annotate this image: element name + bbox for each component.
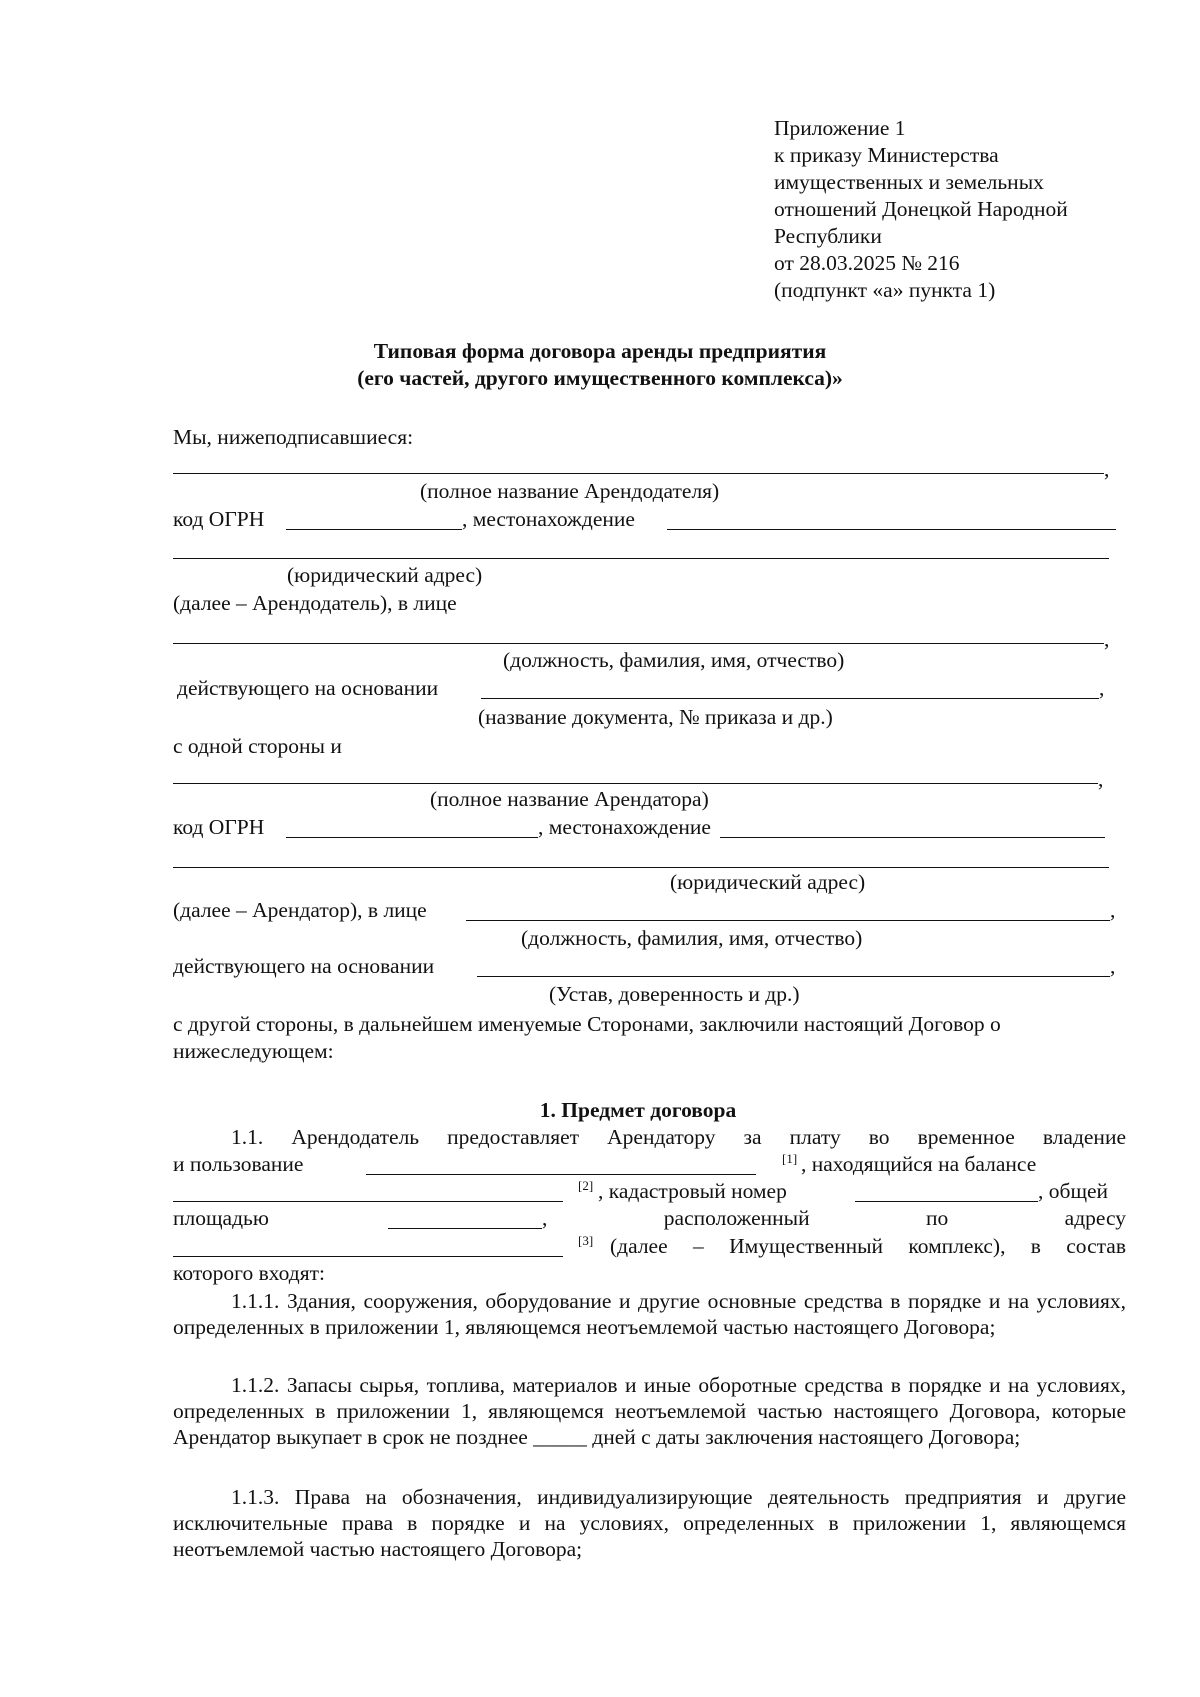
lessee-basis-field bbox=[477, 976, 1110, 977]
other-side-line-1: с другой стороны, в дальнейшем именуемые Сторонами, заключили настоящий Договор о bbox=[173, 1012, 1001, 1036]
comma: , bbox=[1110, 954, 1116, 978]
lessor-basis-field bbox=[481, 698, 1099, 699]
annex-line-3: имущественных и земельных bbox=[774, 170, 1044, 194]
lessor-in-person: (далее – Арендодатель), в лице bbox=[173, 591, 457, 615]
p11-area: площадью bbox=[173, 1206, 269, 1230]
p11-area-total: , общей bbox=[1038, 1179, 1109, 1203]
lessee-in-person: (далее – Арендатор), в лице bbox=[173, 898, 427, 922]
comma: , bbox=[1099, 676, 1105, 700]
lessee-representative-field bbox=[466, 920, 1110, 921]
lessee-ogrn-field bbox=[286, 837, 538, 838]
lessee-acting-basis: действующего на основании bbox=[173, 954, 435, 978]
balance-holder-field bbox=[173, 1201, 563, 1202]
p11-and-use: и пользование bbox=[173, 1152, 304, 1176]
comma: , bbox=[1104, 627, 1110, 651]
comma: , bbox=[1110, 898, 1116, 922]
area-field bbox=[388, 1228, 542, 1229]
address-field bbox=[173, 1256, 563, 1257]
lessor-ogrn-field bbox=[286, 529, 462, 530]
lessor-address-field bbox=[173, 558, 1109, 559]
lessee-ogrn-label: код ОГРН bbox=[173, 815, 265, 839]
p11-cadastral: , кадастровый номер bbox=[598, 1179, 787, 1203]
hint-legal-address: (юридический адрес) bbox=[670, 870, 866, 894]
footnote-2[interactable]: [2] bbox=[578, 1178, 594, 1193]
property-name-field bbox=[366, 1174, 756, 1175]
hint-lessee-name: (полное название Арендатора) bbox=[430, 787, 709, 811]
p11-line-1: 1.1. Арендодатель предоставляет Арендатору за плату во временное владение bbox=[231, 1125, 1126, 1149]
preamble-intro: Мы, нижеподписавшиеся: bbox=[173, 425, 414, 449]
lessee-name-field bbox=[173, 783, 1098, 784]
hint-charter: (Устав, доверенность и др.) bbox=[549, 982, 800, 1006]
annex-line-7: (подпункт «а» пункта 1) bbox=[774, 278, 996, 302]
annex-line-5: Республики bbox=[774, 224, 882, 248]
lessor-representative-field bbox=[173, 643, 1104, 644]
hint-legal-address: (юридический адрес) bbox=[287, 563, 483, 587]
annex-line-1: Приложение 1 bbox=[774, 116, 906, 140]
p113: 1.1.3. Права на обозначения, индивидуализирующие деятельность предприятия и другие исключительные права в порядке и на условиях, определенных в приложении 1, являющемся неотъемлемой частью настоящего Договора; bbox=[173, 1485, 1126, 1561]
p112: 1.1.2. Запасы сырья, топлива, материалов и иные оборотные средства в порядке и на условиях, определенных в приложении 1, являющемся неотъемлемой частью настоящего Договора, которые Арендатор выкупает в срок не позднее _____ дней с даты заключения настоящего Договора; bbox=[173, 1373, 1126, 1449]
footnote-3[interactable]: [3] bbox=[578, 1233, 594, 1248]
lessor-location-label: , местонахождение bbox=[462, 507, 635, 531]
p11-complex: (далее – Имущественный комплекс), в состав bbox=[610, 1234, 1126, 1258]
section-1-heading: 1. Предмет договора bbox=[539, 1098, 737, 1122]
lessee-address-field bbox=[173, 867, 1109, 868]
p11-on-balance: , находящийся на балансе bbox=[801, 1152, 1037, 1176]
comma: , bbox=[1098, 767, 1104, 791]
document-title-line-2: (его частей, другого имущественного комплекса)» bbox=[357, 366, 843, 390]
cadastral-number-field bbox=[855, 1201, 1038, 1202]
p11-includes: которого входят: bbox=[173, 1261, 326, 1285]
hint-position: (должность, фамилия, имя, отчество) bbox=[503, 648, 845, 672]
p11-located: , расположенный по адресу bbox=[542, 1206, 1126, 1230]
annex-line-6: от 28.03.2025 № 216 bbox=[774, 251, 960, 275]
lessor-acting-basis: действующего на основании bbox=[177, 676, 439, 700]
comma: , bbox=[1104, 457, 1110, 481]
footnote-1[interactable]: [1] bbox=[782, 1151, 798, 1166]
document-title-line-1: Типовая форма договора аренды предприятия bbox=[373, 339, 827, 363]
annex-line-4: отношений Донецкой Народной bbox=[774, 197, 1068, 221]
other-side-line-2: нижеследующем: bbox=[173, 1039, 334, 1063]
lessee-location-field bbox=[720, 837, 1105, 838]
lessor-location-field bbox=[667, 529, 1116, 530]
annex-line-2: к приказу Министерства bbox=[774, 143, 999, 167]
p111: 1.1.1. Здания, сооружения, оборудование и другие основные средства в порядке и на условиях, определенных в приложении 1, являющемся неотъемлемой частью настоящего Договора; bbox=[173, 1289, 1126, 1339]
lessee-location-label: , местонахождение bbox=[538, 815, 711, 839]
hint-position: (должность, фамилия, имя, отчество) bbox=[521, 926, 863, 950]
lessor-ogrn-label: код ОГРН bbox=[173, 507, 265, 531]
one-side: с одной стороны и bbox=[173, 734, 342, 758]
lessor-name-field bbox=[173, 473, 1104, 474]
hint-lessor-name: (полное название Арендодателя) bbox=[420, 479, 720, 503]
hint-document: (название документа, № приказа и др.) bbox=[478, 705, 833, 729]
